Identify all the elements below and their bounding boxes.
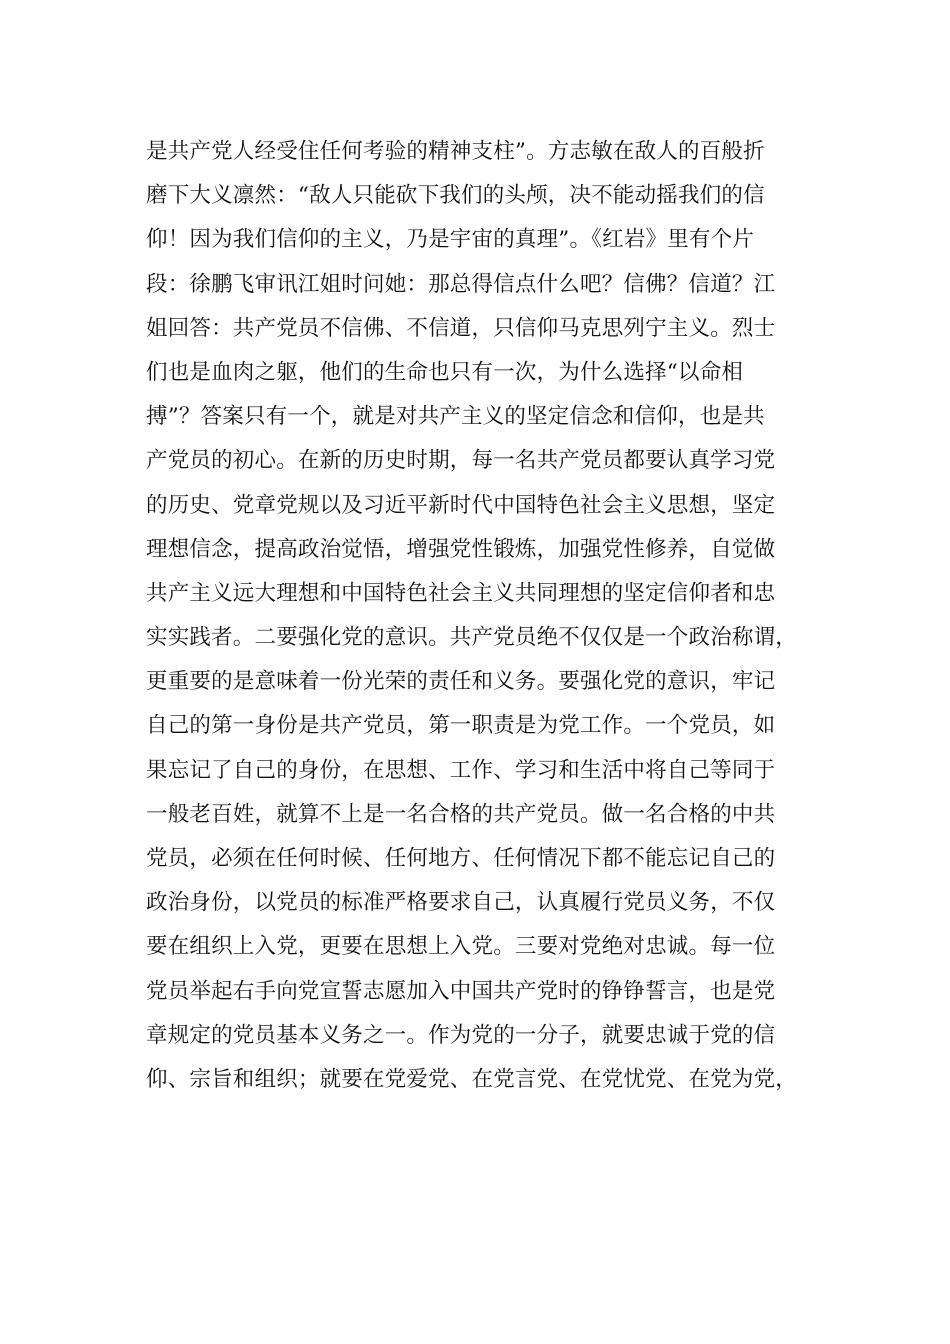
text-line: 一般老百姓，就算不上是一名合格的共产党员。做一名合格的中共: [146, 801, 776, 827]
text-line: 是共产党人经受住任何考验的精神支柱”。方志敏在敌人的百般折: [146, 139, 765, 164]
text-line: 产党员的初心。在新的历史时期，每一名共产党员都要认真学习党: [146, 448, 776, 474]
text-line: 要在组织上入党，更要在思想上入党。三要对党绝对忠诚。每一位: [146, 934, 776, 960]
text-line: 政治身份，以党员的标准严格要求自己，认真履行党员义务，不仅: [146, 890, 776, 916]
text-line: 搏”？答案只有一个，就是对共产主义的坚定信念和信仰，也是共: [146, 404, 765, 430]
text-line: 段：徐鹏飞审讯江姐时问她：那总得信点什么吧？信佛？信道？江: [146, 271, 776, 297]
text-line: 共产主义远大理想和中国特色社会主义共同理想的坚定信仰者和忠: [146, 580, 776, 606]
text-line: 仰、宗旨和组织；就要在党爱党、在党言党、在党忧党、在党为党，: [146, 1066, 798, 1092]
text-line: 实实践者。二要强化党的意识。共产党员绝不仅仅是一个政治称谓，: [146, 625, 798, 651]
text-line: 章规定的党员基本义务之一。作为党的一分子，就要忠诚于党的信: [146, 1022, 776, 1048]
text-line: 的历史、党章党规以及习近平新时代中国特色社会主义思想，坚定: [146, 492, 776, 518]
text-line: 党员，必须在任何时候、任何地方、任何情况下都不能忘记自己的: [146, 846, 776, 871]
text-line: 磨下大义凛然：“敌人只能砍下我们的头颅，决不能动摇我们的信: [146, 183, 765, 209]
text-line: 党员举起右手向党宣誓志愿加入中国共产党时的铮铮誓言，也是党: [146, 978, 776, 1004]
text-line: 果忘记了自己的身份，在思想、工作、学习和生活中将自己等同于: [146, 757, 776, 783]
text-line: 自己的第一身份是共产党员，第一职责是为党工作。一个党员，如: [146, 713, 776, 739]
text-line: 更重要的是意味着一份光荣的责任和义务。要强化党的意识，牢记: [146, 669, 776, 695]
text-line: 仰！因为我们信仰的主义，乃是宇宙的真理”。《红岩》里有个片: [146, 227, 755, 253]
text-line: 姐回答：共产党员不信佛、不信道，只信仰马克思列宁主义。烈士: [146, 315, 776, 341]
text-line: 理想信念，提高政治觉悟，增强党性锻炼，加强党性修养，自觉做: [146, 536, 776, 562]
body-text: [146, 130, 806, 1102]
text-line: 们也是血肉之躯，他们的生命也只有一次，为什么选择“以命相: [146, 359, 744, 385]
